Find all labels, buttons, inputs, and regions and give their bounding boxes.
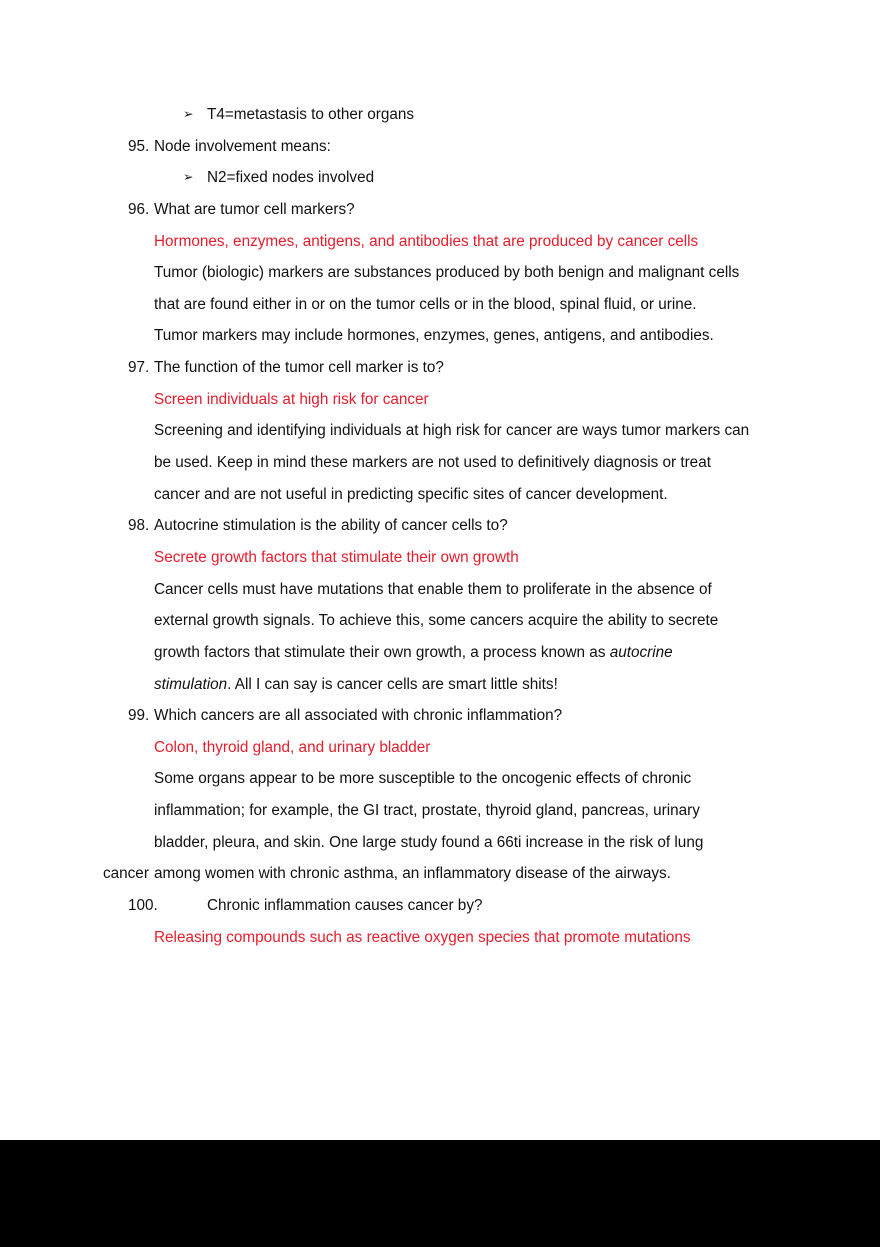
explanation-text: [154, 669, 558, 701]
question-item: [0, 194, 880, 226]
question-number: 98.: [128, 517, 150, 535]
explanation-line: [0, 605, 880, 637]
question-text: Node involvement means:: [154, 137, 331, 155]
question-item: [0, 131, 880, 163]
explanation-line: [0, 447, 880, 479]
answer-text: Releasing compounds such as reactive oxygen species that promote mutations: [154, 928, 691, 946]
answer-line: [0, 542, 880, 574]
question-item: [0, 700, 880, 732]
explanation-text: external growth signals. To achieve this, some cancers acquire the ability to secrete: [154, 612, 719, 630]
explanation-line: [0, 574, 880, 606]
answer-line: [0, 922, 880, 954]
answer-text: Colon, thyroid gland, and urinary bladder: [154, 738, 431, 756]
explanation-text: Cancer cells must have mutations that enable them to proliferate in the absence of: [154, 580, 712, 598]
text-segment: growth factors that stimulate their own growth, a process known as: [154, 643, 610, 661]
explanation-text: that are found either in or on the tumor cells or in the blood, spinal fluid, or urine.: [154, 295, 697, 313]
answer-text: Hormones, enzymes, antigens, and antibodies that are produced by cancer cells: [154, 232, 699, 250]
text-segment: . All I can say is cancer cells are smart little shits!: [227, 675, 558, 693]
explanation-text: bladder, pleura, and skin. One large study found a 66ti increase in the risk of lung: [154, 833, 704, 851]
explanation-line: [0, 320, 880, 352]
bullet-item-text: N2=fixed nodes involved: [207, 169, 375, 187]
explanation-line: [0, 415, 880, 447]
explanation-text: [154, 637, 673, 669]
explanation-text: cancer and are not useful in predicting specific sites of cancer development.: [154, 485, 668, 503]
explanation-text: Tumor markers may include hormones, enzymes, genes, antigens, and antibodies.: [154, 327, 714, 345]
explanation-line: [0, 827, 880, 859]
answer-line: [0, 226, 880, 258]
explanation-line: [0, 795, 880, 827]
explanation-text: Screening and identifying individuals at high risk for cancer are ways tumor markers can: [154, 422, 750, 440]
explanation-line: [0, 479, 880, 511]
italic-text-segment: autocrine: [609, 643, 673, 661]
explanation-line: [0, 289, 880, 321]
question-item: [0, 352, 880, 384]
explanation-text: among women with chronic asthma, an inflammatory disease of the airways.: [154, 865, 671, 883]
question-item: [0, 890, 880, 922]
bullet-item: [0, 99, 880, 131]
bullet-item: [0, 162, 880, 194]
question-number: 96.: [128, 200, 150, 218]
bullet-item-text: T4=metastasis to other organs: [207, 106, 415, 123]
arrow-bullet-icon: ➢: [183, 107, 194, 121]
italic-text-segment: stimulation: [154, 675, 228, 693]
explanation-text: Tumor (biologic) markers are substances produced by both benign and malignant cells: [154, 264, 740, 282]
explanation-text: be used. Keep in mind these markers are not used to definitively diagnosis or treat: [154, 454, 711, 472]
arrow-bullet-icon: ➢: [183, 170, 194, 185]
page-footer-band: [0, 1140, 880, 1247]
question-item: [0, 510, 880, 542]
question-text: What are tumor cell markers?: [154, 200, 355, 218]
answer-text: Screen individuals at high risk for cancer: [154, 390, 429, 408]
explanation-text: inflammation; for example, the GI tract, prostate, thyroid gland, pancreas, urinary: [154, 802, 700, 820]
answer-line: [0, 384, 880, 416]
document-body: [0, 99, 880, 953]
question-text: Which cancers are all associated with chronic inflammation?: [154, 707, 563, 725]
question-number: 97.: [128, 359, 150, 377]
explanation-line: [0, 763, 880, 795]
question-text: Chronic inflammation causes cancer by?: [207, 897, 483, 915]
hanging-word: cancer: [103, 865, 149, 883]
hanging-text-line: [0, 858, 880, 890]
question-text: Autocrine stimulation is the ability of cancer cells to?: [154, 517, 508, 535]
explanation-line: [0, 669, 880, 701]
answer-line: [0, 732, 880, 764]
answer-text: Secrete growth factors that stimulate their own growth: [154, 548, 519, 566]
explanation-text: Some organs appear to be more susceptible to the oncogenic effects of chronic: [154, 770, 692, 788]
explanation-line: [0, 637, 880, 669]
question-text: The function of the tumor cell marker is to?: [154, 359, 444, 377]
question-number: 95.: [128, 137, 150, 155]
explanation-line: [0, 257, 880, 289]
question-number: 100.: [128, 897, 158, 915]
question-number: 99.: [128, 707, 150, 725]
